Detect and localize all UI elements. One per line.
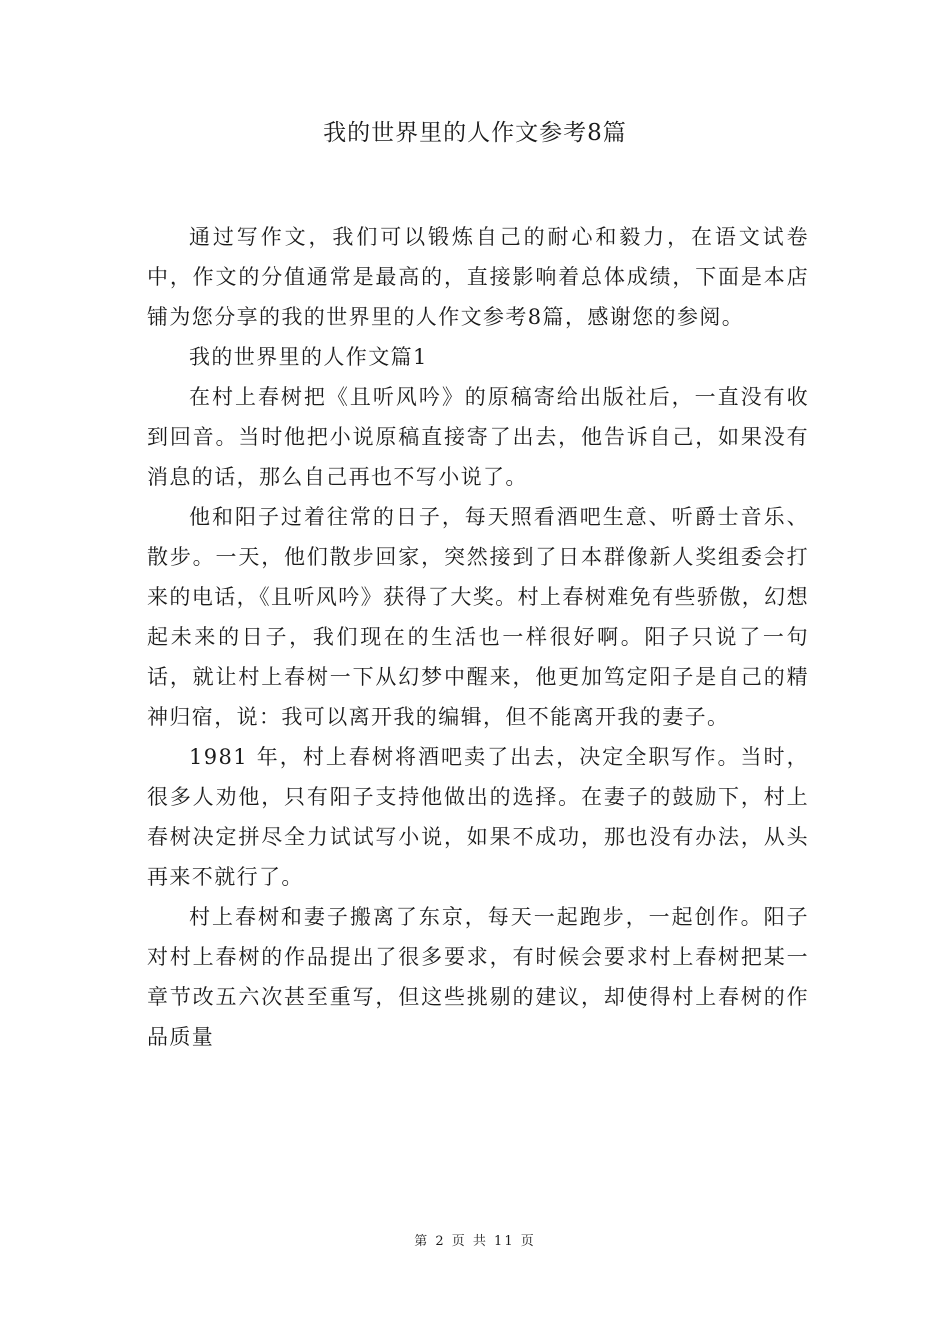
document-body [147,217,809,1057]
section-heading: 我的世界里的人作文篇1 [189,345,428,369]
paragraph-intro: 通过写作文，我们可以锻炼自己的耐心和毅力，在语文试卷中，作文的分值通常是最高的，直接影响着总体成绩，下面是本店铺为您分享的我的世界里的人作文参考8篇，感谢您的参阅。 [147,225,809,329]
page-footer: 第 2 页 共 11 页 [414,1234,536,1249]
paragraph: 村上春树和妻子搬离了东京，每天一起跑步，一起创作。阳子对村上春树的作品提出了很多要求，有时候会要求村上春树把某一章节改五六次甚至重写，但这些挑剔的建议，却使得村上春树的作品质量 [147,905,809,1049]
paragraph: 他和阳子过着往常的日子，每天照看酒吧生意、听爵士音乐、散步。一天，他们散步回家，突然接到了日本群像新人奖组委会打来的电话，《且听风吟》获得了大奖。村上春树难免有些骄傲，幻想起未来的日子，我们现在的生活也一样很好啊。阳子只说了一句话，就让村上春树一下从幻梦中醒来，他更加笃定阳子是自己的精神归宿，说：我可以离开我的编辑，但不能离开我的妻子。 [147,505,809,729]
paragraph: 1981 年，村上春树将酒吧卖了出去，决定全职写作。当时，很多人劝他，只有阳子支持他做出的选择。在妻子的鼓励下，村上春树决定拼尽全力试试写小说，如果不成功，那也没有办法，从头再来不就行了。 [147,745,809,889]
document-title: 我的世界里的人作文参考8篇 [323,120,627,146]
paragraph: 在村上春树把《且听风吟》的原稿寄给出版社后，一直没有收到回音。当时他把小说原稿直接寄了出去，他告诉自己，如果没有消息的话，那么自己再也不写小说了。 [147,385,809,489]
